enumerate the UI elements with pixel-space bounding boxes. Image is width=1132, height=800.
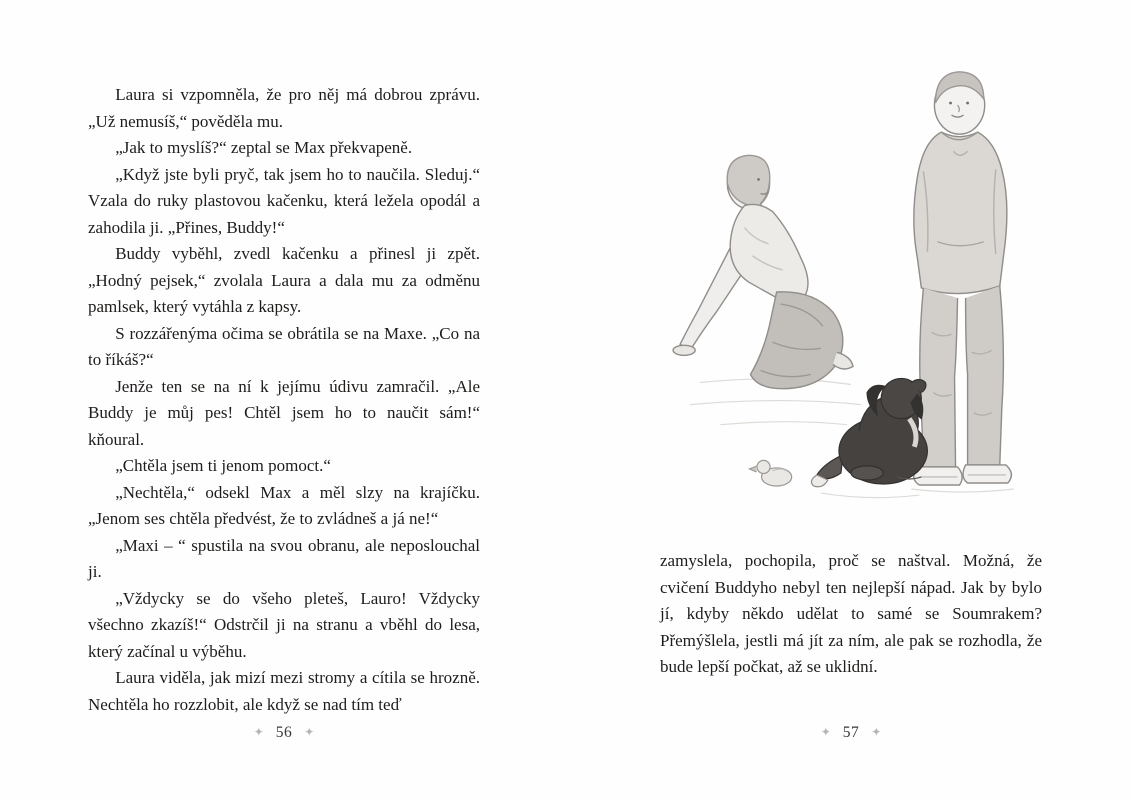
page-footer-left: [88, 724, 480, 742]
paragraph: „Chtěla jsem ti jenom pomoct.“: [115, 456, 331, 475]
page-footer-right: [660, 724, 1042, 742]
paragraph: zamyslela, pochopila, proč se naštval. Možná, že cvičení Buddyho nebyl ten nejlepší nápad. Jak by bylo jí, kdyby někdo udělat to samé se Soumrakem? Přemýšlela, jestli má jít za ním, ale pak se rozhodla, že bude lepší počkat, až se uklidní.: [660, 551, 1042, 676]
page-number: 57: [842, 724, 860, 741]
star-decoration-icon: ✦: [871, 725, 882, 739]
paragraph: Jenže ten se na ní k jejímu údivu zamračil. „Ale Buddy je můj pes! Chtěl jsem ho to naučit sám!“ kňoural.: [88, 376, 480, 449]
paragraph: „Vždycky se do všeho pleteš, Lauro! Vždycky všechno zkazíš!“ Odstrčil ji na stranu a vběhl do lesa, který začínal u výběhu.: [88, 588, 480, 661]
star-decoration-icon: ✦: [253, 725, 264, 739]
paragraph: Buddy vyběhl, zvedl kačenku a přinesl ji zpět. „Hodný pejsek,“ zvolala Laura a dala mu za odměnu pamlsek, který vytáhla z kapsy.: [88, 244, 480, 316]
page-left: [88, 0, 480, 800]
page-right: [660, 0, 1042, 800]
star-decoration-icon: ✦: [820, 725, 831, 739]
paragraph: „Jak to myslíš?“ zeptal se Max překvapeně.: [115, 138, 413, 157]
right-text-column: [660, 548, 1042, 681]
illustration-svg: [660, 48, 1042, 536]
paragraph: „Když jste byli pryč, tak jsem ho to naučila. Sleduj.“ Vzala do ruky plastovou kačenku, která ležela opodál a zahodila ji. „Přines, Buddy!“: [88, 164, 480, 237]
paragraph: „Nechtěla,“ odsekl Max a měl slzy na krajíčku. „Jenom ses chtěla předvést, že to zvládneš a já ne!“: [88, 482, 480, 528]
pencil-illustration: [660, 48, 1042, 536]
paragraph: S rozzářenýma očima se obrátila se na Maxe. „Co na to říkáš?“: [88, 323, 480, 369]
paragraph: Laura viděla, jak mizí mezi stromy a cítila se hrozně. Nechtěla ho rozzlobit, ale když se nad tím teď: [88, 668, 480, 714]
left-text-column: [88, 82, 480, 718]
page-number: 56: [275, 724, 293, 741]
paragraph: „Maxi – “ spustila na svou obranu, ale neposlouchal ji.: [88, 535, 480, 581]
paragraph: Laura si vzpomněla, že pro něj má dobrou zprávu. „Už nemusíš,“ pověděla mu.: [88, 85, 480, 131]
star-decoration-icon: ✦: [304, 725, 315, 739]
